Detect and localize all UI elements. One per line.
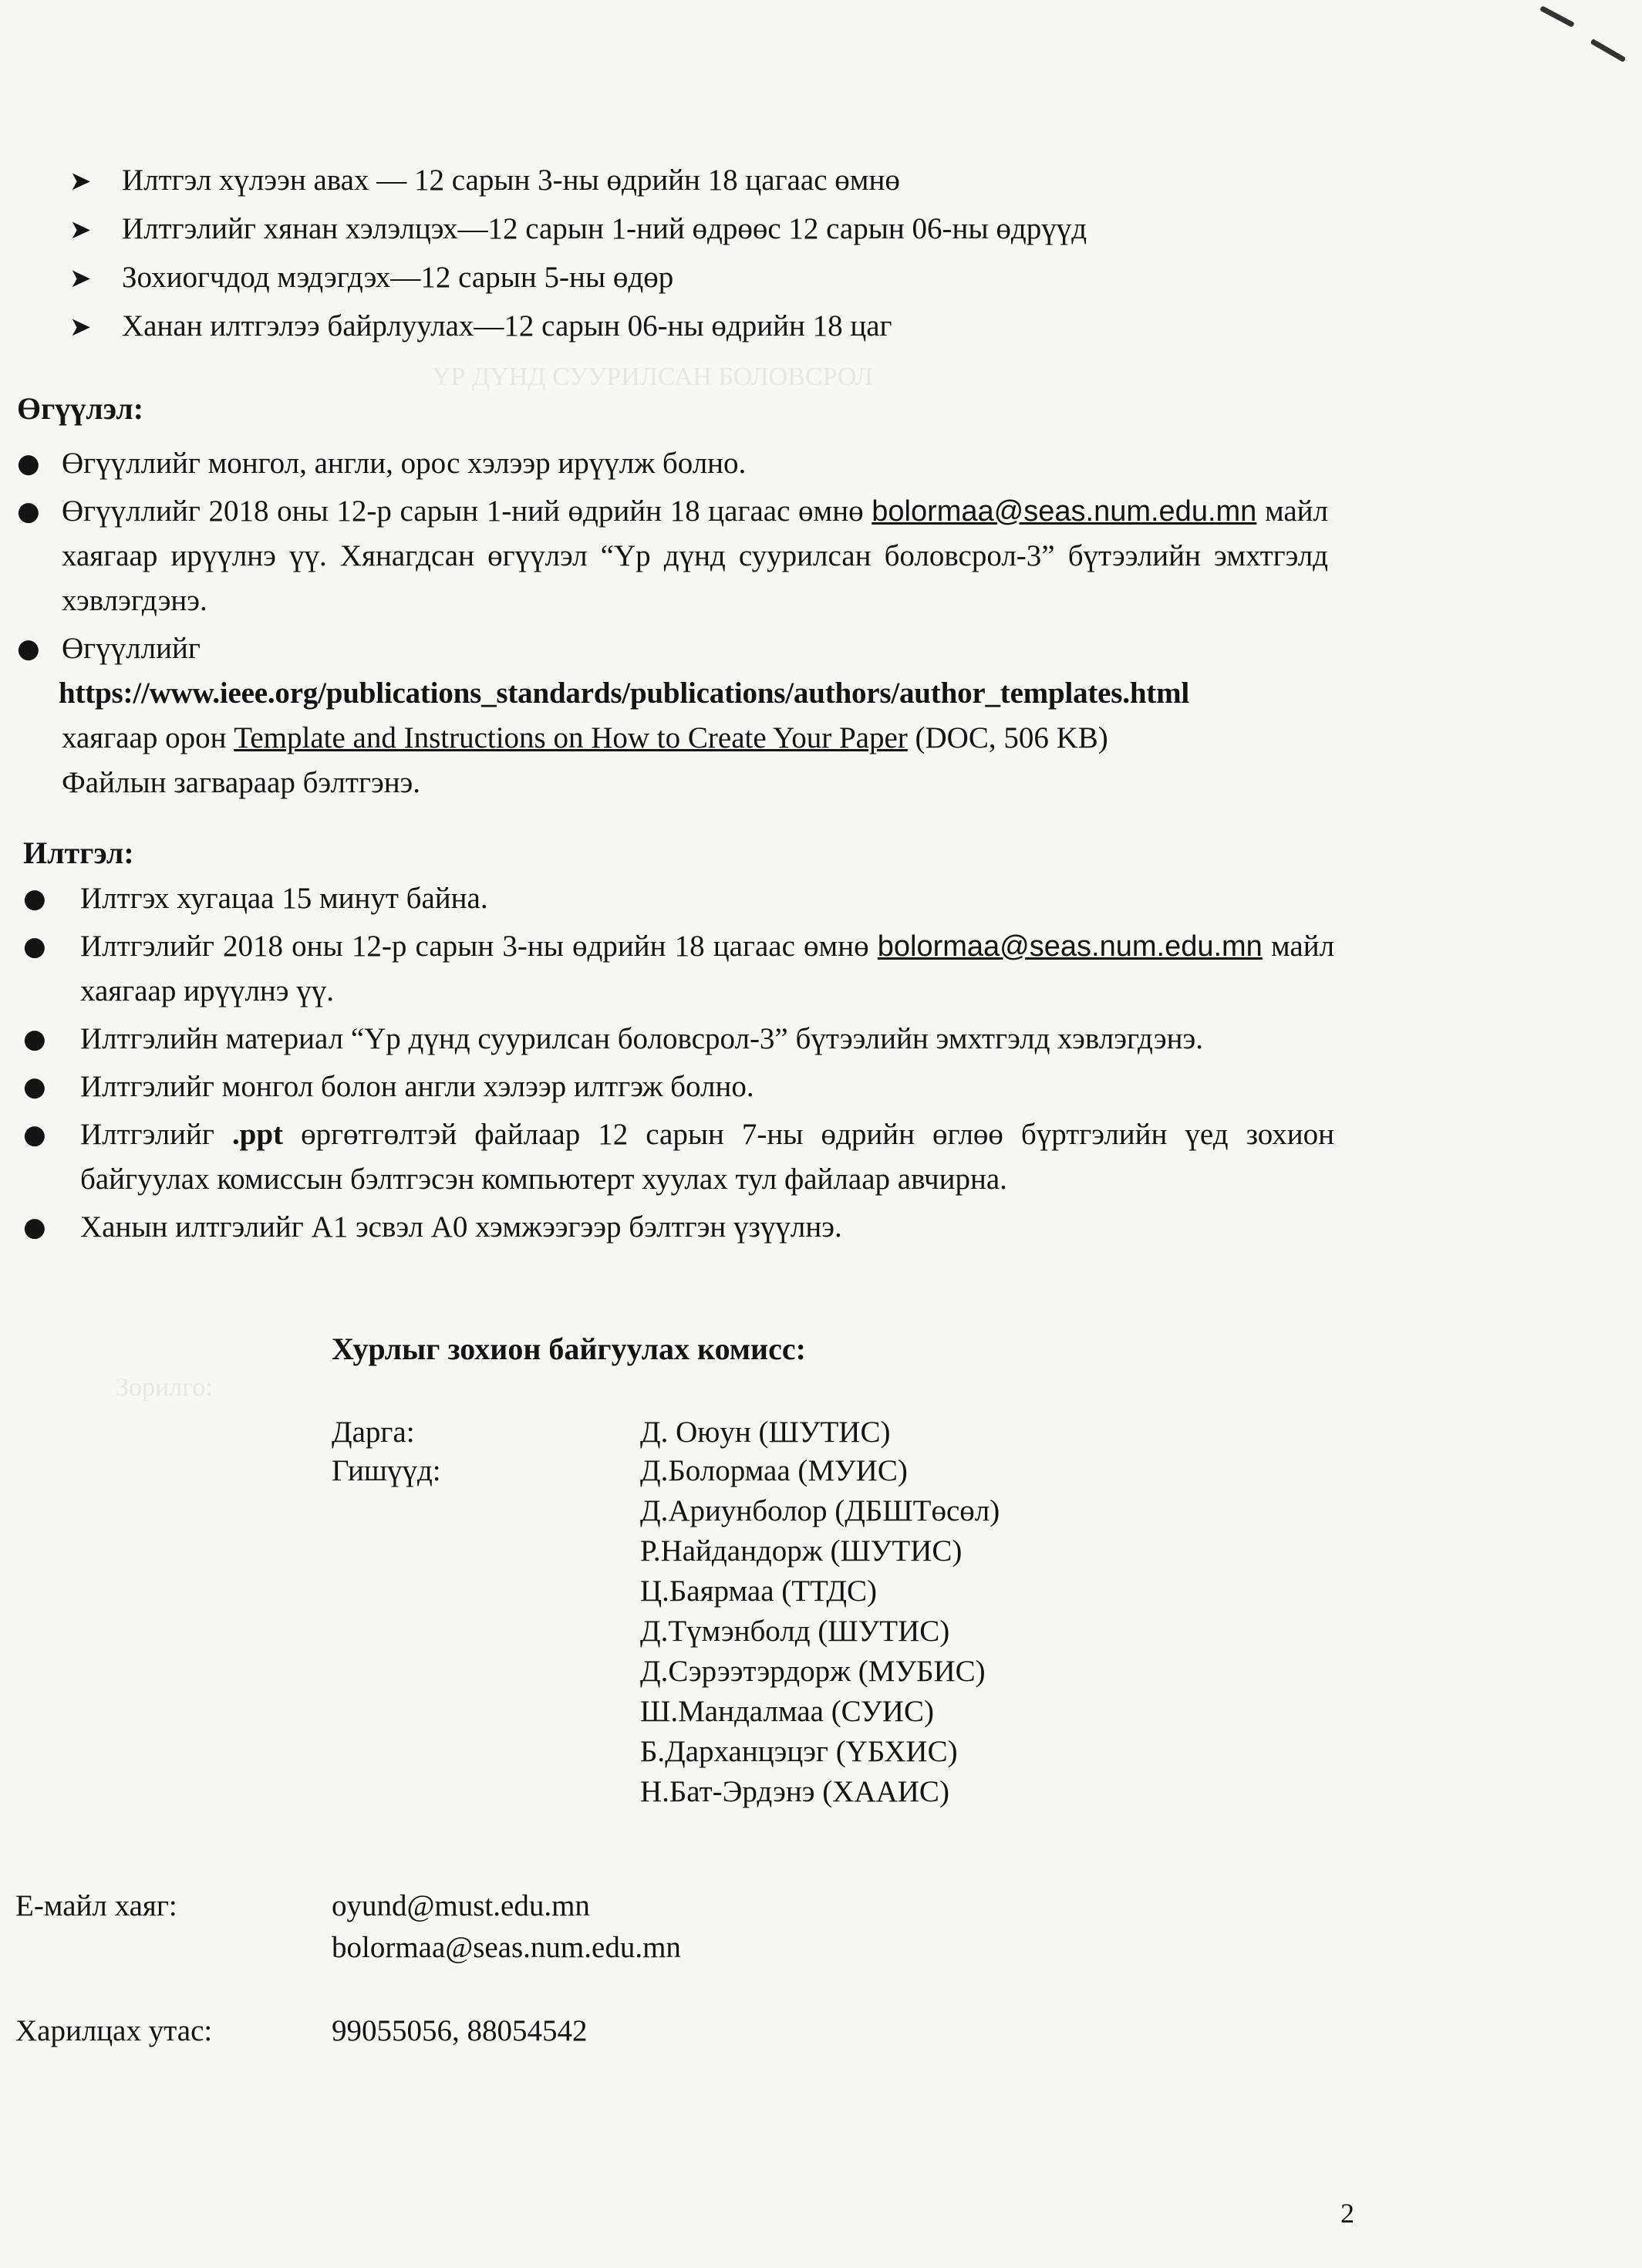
member-name: Н.Бат-Эрдэнэ (ХААИС) (640, 1775, 949, 1808)
list-item: ● Ханын илтгэлийг А1 эсвэл А0 хэмжээгээр бэлтгэн үзүүлнэ. (23, 1205, 1334, 1250)
committee-heading: Хурлыг зохион байгуулах комисс: (332, 1331, 806, 1366)
list-item: ● Илтгэлийг 2018 оны 12-р сарын 3-ны өдрийн 18 цагаас өмнө bolormaa@seas.num.edu.mn майл хаягаар ирүүлнэ үү. (23, 924, 1334, 1014)
presentation-list (23, 876, 1334, 1253)
presentation-heading: Илтгэл: (23, 835, 134, 870)
list-item: ● Илтгэлийг .ppt өргөтгөлтэй файлаар 12 сарын 7-ны өдрийн өглөө бүртгэлийн үед зохион байгуулах комиссын бэлтгэсэн компьютерт хуулах тул файлаар авчирна. (23, 1112, 1334, 1202)
arrowhead-bullet-icon: ➤ (69, 166, 92, 197)
list-item: ● Илтгэлийн материал “Үр дүнд суурилсан боловсрол-3” бүтээлийн эмхтгэлд хэвлэгдэнэ. (23, 1017, 1334, 1061)
contact-phone: 99055056, 88054542 (332, 2014, 588, 2047)
round-bullet-icon: ● (23, 883, 46, 914)
arrowhead-bullet-icon: ➤ (69, 214, 92, 245)
email-label: Е-майл хаяг: (15, 1889, 177, 1922)
round-bullet-icon: ● (17, 633, 40, 664)
round-bullet-icon: ● (17, 496, 40, 527)
list-item: ● Өгүүллийг 2018 оны 12-р сарын 1-ний өдрийн 18 цагаас өмнө bolormaa@seas.num.edu.mn майл хаягаар ирүүлнэ үү. Хянагдсан өгүүлэл “Үр дүнд суурилсан боловсрол-3” бүтээлийн эмхтгэлд хэвлэгдэнэ. (17, 489, 1328, 623)
abstract-list (17, 441, 1328, 808)
abstract-heading: Өгүүлэл: (17, 391, 144, 426)
list-item: ● Илтгэх хугацаа 15 минут байна. (23, 876, 1334, 921)
show-through-text: Зорилго: (116, 1373, 213, 1402)
list-item: ● Өгүүллийг монгол, англи, орос хэлээр ирүүлж болно. (17, 441, 1328, 486)
arrowhead-bullet-icon: ➤ (69, 312, 92, 343)
round-bullet-icon: ● (23, 931, 46, 962)
contact-email[interactable]: bolormaa@seas.num.edu.mn (332, 1931, 681, 1964)
member-name: Д.Ариунболор (ДБШТөсөл) (640, 1494, 1000, 1527)
show-through-text: ҮР ДҮНД СУУРИЛСАН БОЛОВСРОЛ (432, 363, 873, 391)
member-name: Д.Сэрээтэрдорж (МУБИС) (640, 1655, 986, 1688)
round-bullet-icon: ● (23, 1119, 46, 1150)
page-number: 2 (1340, 2198, 1354, 2229)
template-url[interactable]: https://www.ieee.org/publications_standards/publications/authors/author_templates.html (59, 677, 1190, 710)
chair-name: Д. Оюун (ШУТИС) (640, 1416, 891, 1449)
members-label: Гишүүд: (332, 1454, 441, 1487)
member-name: Д.Болормаа (МУИС) (640, 1454, 908, 1487)
scan-mark-icon (1590, 39, 1627, 62)
list-item: ● Өгүүллийг https://www.ieee.org/publications_standards/publications/authors/author_templates.html хаягаар орон Template and Instructions on How to Create Your Paper (DOC, 506 KB) Файлын загвараар бэлтгэнэ. (17, 626, 1328, 805)
phone-label: Харилцах утас: (15, 2014, 213, 2047)
list-item: ● Илтгэлийг монгол болон англи хэлээр илтгэж болно. (23, 1065, 1334, 1109)
template-link[interactable]: Template and Instructions on How to Create Your Paper (234, 721, 908, 754)
schedule-item: ➤ Ханан илтгэлээ байрлуулах—12 сарын 06-ны өдрийн 18 цаг (69, 304, 1535, 353)
member-name: Р.Найдандорж (ШУТИС) (640, 1534, 963, 1568)
email-link[interactable]: bolormaa@seas.num.edu.mn (877, 930, 1263, 963)
contact-email[interactable]: oyund@must.edu.mn (332, 1889, 590, 1922)
round-bullet-icon: ● (23, 1072, 46, 1102)
round-bullet-icon: ● (23, 1212, 46, 1243)
email-link[interactable]: bolormaa@seas.num.edu.mn (872, 495, 1257, 528)
schedule-item: ➤ Илтгэл хүлээн авах — 12 сарын 3-ны өдрийн 18 цагаас өмнө (69, 158, 1535, 207)
member-name: Б.Дарханцэцэг (ҮБХИС) (640, 1735, 958, 1768)
scan-mark-icon (1539, 5, 1575, 28)
schedule-item: ➤ Илтгэлийг хянан хэлэлцэх—12 сарын 1-ний өдрөөс 12 сарын 06-ны өдрүүд (69, 207, 1535, 255)
round-bullet-icon: ● (17, 448, 40, 479)
schedule-list (69, 158, 1535, 353)
member-name: Ш.Мандалмаа (СУИС) (640, 1695, 934, 1728)
schedule-item: ➤ Зохиогчдод мэдэгдэх—12 сарын 5-ны өдөр (69, 255, 1535, 304)
member-name: Д.Түмэнболд (ШУТИС) (640, 1615, 950, 1648)
chair-label: Дарга: (332, 1416, 415, 1449)
arrowhead-bullet-icon: ➤ (69, 263, 92, 294)
round-bullet-icon: ● (23, 1024, 46, 1055)
member-name: Ц.Баярмаа (ТТДС) (640, 1574, 878, 1608)
